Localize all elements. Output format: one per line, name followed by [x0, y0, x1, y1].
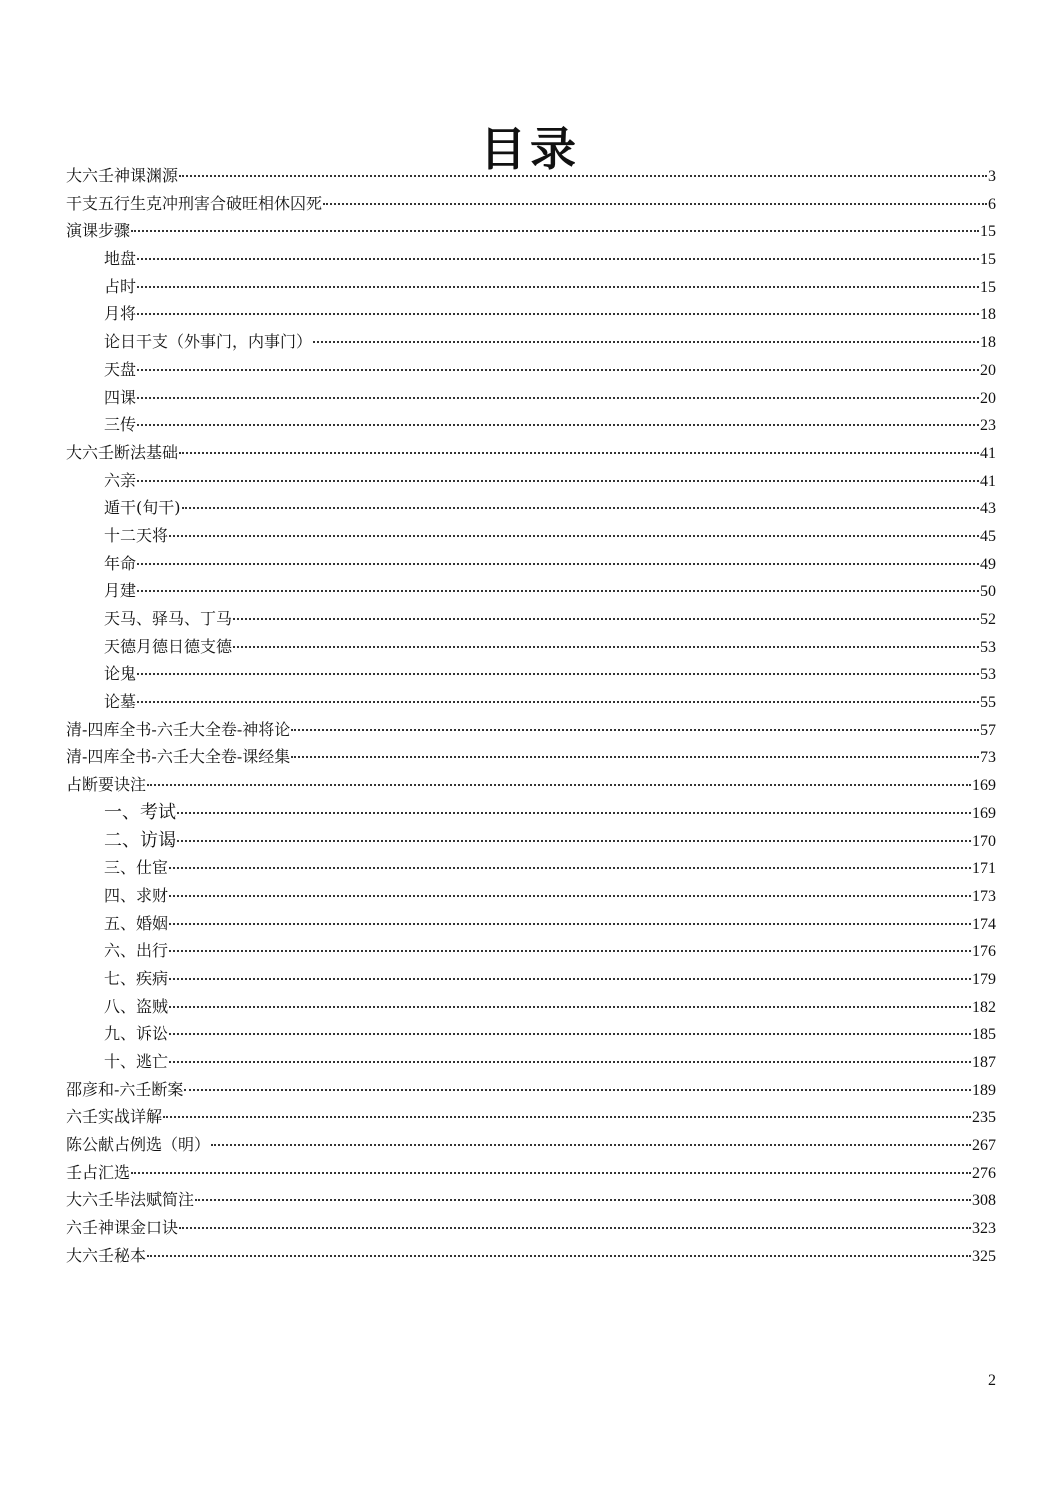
toc-entry-label: 天盘 — [104, 359, 137, 379]
toc-entry[interactable] — [66, 882, 996, 910]
toc-dot-leader — [177, 811, 971, 814]
toc-entry[interactable] — [66, 411, 996, 439]
toc-entry[interactable] — [66, 1131, 996, 1159]
toc-dot-leader — [137, 285, 979, 288]
toc-dot-leader — [137, 479, 979, 482]
toc-dot-leader — [169, 922, 971, 925]
toc-entry[interactable] — [66, 827, 996, 855]
toc-entry-label: 十、逃亡 — [104, 1052, 169, 1071]
toc-dot-leader — [169, 866, 971, 869]
toc-entry[interactable] — [66, 494, 996, 522]
toc-entry[interactable] — [66, 245, 996, 273]
toc-entry-page: 55 — [980, 694, 996, 712]
toc-entry[interactable] — [66, 660, 996, 688]
toc-dot-leader — [137, 562, 979, 565]
page-title: 目录 — [480, 121, 580, 176]
toc-dot-leader — [131, 229, 979, 232]
toc-entry[interactable] — [66, 273, 996, 301]
toc-entry[interactable] — [66, 384, 996, 412]
toc-entry-label: 月建 — [104, 581, 137, 601]
toc-entry-label: 演课步骤 — [66, 221, 131, 241]
toc-entry[interactable] — [66, 522, 996, 550]
toc-entry-label: 二、访谒 — [104, 829, 176, 851]
toc-entry[interactable] — [66, 993, 996, 1021]
toc-dot-leader — [137, 589, 979, 592]
toc-entry-label: 大六壬毕法赋简注 — [66, 1190, 195, 1210]
toc-entry-page: 49 — [980, 555, 996, 573]
toc-entry[interactable] — [66, 1214, 996, 1242]
toc-dot-leader — [169, 949, 971, 952]
toc-entry-label: 三、仕宦 — [104, 858, 169, 878]
toc-entry-label: 四、求财 — [104, 885, 169, 905]
toc-entry-label: 清-四库全书-六壬大全卷-课经集 — [66, 747, 291, 767]
toc-dot-leader — [184, 1088, 971, 1091]
toc-dot-leader — [182, 506, 980, 509]
toc-entry-page: 45 — [980, 527, 996, 545]
toc-entry[interactable] — [66, 1242, 996, 1270]
toc-entry-label: 占断要诀注 — [66, 775, 147, 795]
toc-dot-leader — [211, 1143, 971, 1146]
toc-dot-leader — [137, 312, 979, 315]
toc-dot-leader — [169, 534, 979, 537]
toc-entry[interactable] — [66, 467, 996, 495]
toc-entry[interactable] — [66, 550, 996, 578]
toc-entry-page: 323 — [972, 1220, 996, 1238]
toc-dot-leader — [137, 396, 979, 399]
toc-entry-label: 遁干(旬干) — [104, 498, 181, 518]
toc-entry-label: 六壬实战详解 — [66, 1107, 163, 1127]
toc-entry[interactable] — [66, 217, 996, 245]
toc-dot-leader — [233, 617, 979, 620]
toc-entry-page: 276 — [972, 1164, 996, 1182]
toc-dot-leader — [323, 202, 987, 205]
page-number: 2 — [988, 1372, 996, 1389]
toc-entry-label: 论墓 — [104, 692, 137, 712]
toc-dot-leader — [137, 368, 979, 371]
toc-entry-label: 天德月德日德支德 — [104, 636, 233, 656]
toc-entry-page: 308 — [972, 1192, 996, 1210]
toc-dot-leader — [137, 672, 979, 675]
toc-entry-page: 15 — [980, 251, 996, 269]
toc-dot-leader — [169, 1005, 971, 1008]
toc-dot-leader — [169, 1060, 971, 1063]
toc-dot-leader — [163, 1115, 971, 1118]
toc-dot-leader — [291, 728, 979, 731]
toc-entry-page: 179 — [972, 970, 996, 988]
toc-entry[interactable] — [66, 799, 996, 827]
toc-entry-label: 五、婚姻 — [104, 913, 169, 933]
toc-entry[interactable] — [66, 854, 996, 882]
toc-entry-page: 3 — [988, 168, 996, 185]
toc-entry-page: 23 — [980, 417, 996, 435]
toc-entry[interactable] — [66, 162, 996, 190]
toc-entry-page: 187 — [972, 1054, 996, 1071]
toc-entry-label: 八、盗贼 — [104, 996, 169, 1016]
toc-entry-page: 169 — [972, 804, 996, 822]
toc-dot-leader — [233, 645, 979, 648]
toc-entry-label: 陈公献占例选（明） — [66, 1135, 211, 1155]
toc-entry-label: 六壬神课金口诀 — [66, 1218, 179, 1238]
toc-dot-leader — [169, 1032, 971, 1035]
toc-dot-leader — [195, 1198, 971, 1201]
toc-entry[interactable] — [66, 1159, 996, 1187]
toc-entry-page: 43 — [980, 500, 996, 518]
toc-entry-page: 189 — [972, 1081, 996, 1099]
toc-entry-label: 六、出行 — [104, 941, 169, 961]
toc-dot-leader — [169, 894, 971, 897]
toc-entry[interactable] — [66, 1076, 996, 1104]
toc-entry-label: 年命 — [104, 553, 137, 573]
toc-entry-label: 四课 — [104, 387, 137, 407]
toc-entry-page: 15 — [980, 223, 996, 241]
toc-entry[interactable] — [66, 771, 996, 799]
toc-entry[interactable] — [66, 1020, 996, 1048]
toc-entry[interactable] — [66, 1103, 996, 1131]
toc-entry-label: 七、疾病 — [104, 968, 169, 988]
toc-dot-leader — [137, 423, 979, 426]
toc-entry[interactable] — [66, 743, 996, 771]
toc-entry-page: 57 — [980, 721, 996, 739]
table-of-contents — [66, 162, 996, 1270]
toc-entry-page: 53 — [980, 666, 996, 684]
toc-entry-page: 52 — [980, 611, 996, 628]
toc-dot-leader — [291, 755, 979, 758]
toc-entry-page: 20 — [980, 361, 996, 379]
toc-entry-label: 占时 — [104, 276, 137, 296]
toc-entry-label: 三传 — [104, 415, 137, 435]
toc-dot-leader — [169, 977, 971, 980]
toc-entry-label: 大六壬断法基础 — [66, 442, 179, 462]
toc-entry-page: 50 — [980, 583, 996, 601]
toc-entry[interactable] — [66, 716, 996, 744]
toc-dot-leader — [179, 451, 979, 454]
toc-entry-page: 170 — [972, 832, 996, 850]
toc-entry[interactable] — [66, 328, 996, 356]
toc-entry-page: 267 — [972, 1137, 996, 1155]
toc-entry-label: 清-四库全书-六壬大全卷-神将论 — [66, 719, 291, 739]
toc-entry-label: 一、考试 — [104, 801, 176, 823]
toc-dot-leader — [177, 839, 971, 842]
toc-entry-label: 九、诉讼 — [104, 1024, 169, 1044]
toc-entry[interactable] — [66, 688, 996, 716]
toc-entry[interactable] — [66, 965, 996, 993]
toc-entry-page: 173 — [972, 887, 996, 905]
toc-entry-page: 73 — [980, 749, 996, 767]
toc-entry-page: 169 — [972, 777, 996, 795]
toc-dot-leader — [137, 700, 979, 703]
toc-entry-label: 大六壬神课渊源 — [66, 166, 179, 185]
toc-entry-page: 53 — [980, 638, 996, 656]
toc-entry-page: 18 — [980, 334, 996, 352]
toc-dot-leader — [179, 174, 987, 177]
toc-entry[interactable] — [66, 356, 996, 384]
toc-entry[interactable] — [66, 1048, 996, 1076]
toc-dot-leader — [131, 1171, 971, 1174]
toc-entry-label: 壬占汇选 — [66, 1162, 131, 1182]
toc-entry-label: 月将 — [104, 304, 137, 324]
toc-dot-leader — [147, 783, 971, 786]
toc-entry[interactable] — [66, 633, 996, 661]
toc-entry-page: 20 — [980, 389, 996, 407]
toc-entry-label: 论鬼 — [104, 664, 137, 684]
toc-entry[interactable] — [66, 1186, 996, 1214]
toc-entry-label: 六亲 — [104, 470, 137, 490]
toc-entry-page: 41 — [980, 444, 996, 462]
toc-entry-page: 6 — [988, 195, 996, 213]
toc-dot-leader — [137, 257, 979, 260]
toc-entry-page: 174 — [972, 915, 996, 933]
toc-entry-label: 邵彦和-六壬断案 — [66, 1079, 184, 1099]
toc-entry[interactable] — [66, 300, 996, 328]
toc-entry-label: 论日干支（外事门，内事门） — [104, 332, 313, 352]
toc-entry-label: 天马、驿马、丁马 — [104, 609, 233, 628]
toc-entry-page: 325 — [972, 1247, 996, 1265]
toc-entry[interactable] — [66, 910, 996, 938]
toc-entry[interactable] — [66, 190, 996, 218]
toc-entry-page: 176 — [972, 943, 996, 961]
toc-entry-page: 182 — [972, 998, 996, 1016]
toc-entry[interactable] — [66, 605, 996, 633]
toc-entry-page: 18 — [980, 306, 996, 324]
toc-entry-page: 235 — [972, 1109, 996, 1127]
toc-entry-page: 171 — [972, 860, 996, 878]
toc-dot-leader — [147, 1254, 971, 1257]
toc-dot-leader — [313, 340, 979, 343]
toc-entry[interactable] — [66, 937, 996, 965]
toc-dot-leader — [179, 1226, 971, 1229]
toc-entry-page: 41 — [980, 472, 996, 490]
toc-entry-label: 大六壬秘本 — [66, 1245, 147, 1265]
toc-entry-label: 十二天将 — [104, 525, 169, 545]
toc-entry-page: 15 — [980, 278, 996, 296]
toc-entry[interactable] — [66, 577, 996, 605]
toc-entry[interactable] — [66, 439, 996, 467]
toc-entry-label: 地盘 — [104, 249, 137, 269]
toc-entry-page: 185 — [972, 1026, 996, 1044]
toc-entry-label: 干支五行生克冲刑害合破旺相休囚死 — [66, 193, 323, 213]
